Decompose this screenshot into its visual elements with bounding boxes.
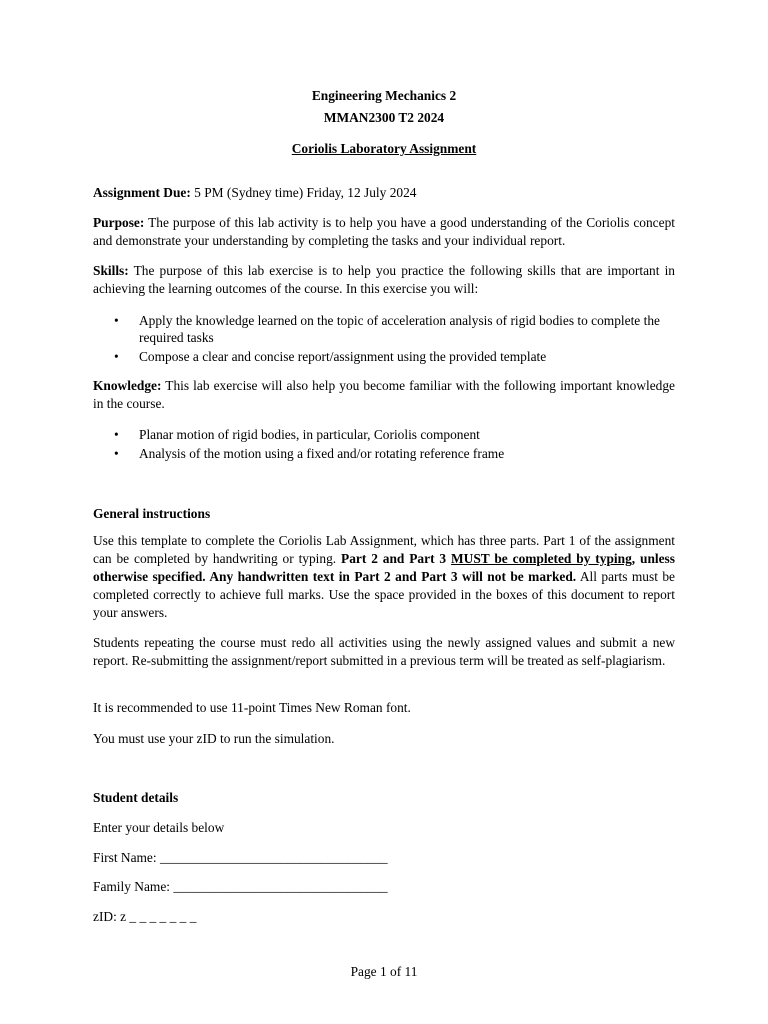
purpose-label: Purpose:	[93, 215, 145, 230]
zid-simulation-note: You must use your zID to run the simulation.	[93, 731, 335, 746]
list-item	[93, 445, 675, 462]
list-item-text: Analysis of the motion using a fixed and/or rotating reference frame	[139, 446, 505, 461]
list-item-text: Apply the knowledge learned on the topic of acceleration analysis of rigid bodies to complete the required tasks	[139, 313, 660, 345]
list-item-text: Planar motion of rigid bodies, in particular, Coriolis component	[139, 427, 480, 442]
knowledge-label: Knowledge:	[93, 378, 162, 393]
assignment-due	[93, 184, 675, 202]
instructions-bold-tail: , unless otherwise specified. Any handwritten text in Part 2 and Part 3 will not be marked.	[93, 551, 675, 584]
bullet-icon: •	[114, 427, 119, 442]
due-label: Assignment Due:	[93, 185, 191, 200]
skills-list	[93, 312, 675, 367]
list-item	[93, 312, 675, 346]
knowledge-list	[93, 426, 675, 464]
course-name: Engineering Mechanics 2	[311, 88, 457, 103]
instructions-text-tail: All parts must be completed correctly to achieve full marks. Use the space provided in the boxes of this document to report your answers.	[93, 569, 675, 620]
page-number: Page 1 of 11	[350, 964, 418, 979]
student-details-heading: Student details	[93, 790, 179, 805]
instructions-bold: Part 2 and Part 3	[341, 551, 452, 566]
student-details-intro: Enter your details below	[93, 820, 225, 835]
assignment-title: Coriolis Laboratory Assignment	[291, 141, 477, 156]
instructions-bold-underlined: MUST be completed by typing	[451, 551, 632, 566]
list-item	[93, 348, 675, 365]
course-code: MMAN2300 T2 2024	[323, 110, 445, 125]
knowledge-paragraph	[93, 377, 675, 413]
due-text: 5 PM (Sydney time) Friday, 12 July 2024	[190, 185, 417, 200]
skills-label: Skills:	[93, 263, 129, 278]
bullet-icon: •	[114, 349, 119, 364]
bullet-icon: •	[114, 313, 119, 328]
instructions-text: Use this template to complete the Coriolis Lab Assignment, which has three parts. Part 1 of the assignment can be completed by handwriting or typing.	[93, 533, 675, 566]
font-recommendation: It is recommended to use 11-point Times New Roman font.	[93, 700, 411, 715]
knowledge-text: This lab exercise will also help you become familiar with the following important knowledge in the course.	[93, 378, 675, 411]
purpose-paragraph	[93, 214, 675, 250]
general-instructions-heading: General instructions	[93, 506, 211, 521]
general-instructions-paragraph	[93, 532, 675, 622]
first-name-field[interactable]: First Name: __________________________________	[93, 850, 388, 865]
family-name-field[interactable]: Family Name: ________________________________	[93, 879, 388, 894]
zid-field[interactable]: zID: z _ _ _ _ _ _ _	[93, 909, 197, 924]
repeating-students-paragraph: Students repeating the course must redo all activities using the newly assigned values and submit a new report. Re-submitting the assignment/report submitted in a previous term will be treated as self-plagiarism.	[93, 635, 675, 668]
purpose-text: The purpose of this lab activity is to help you have a good understanding of the Coriolis concept and demonstrate your understanding by completing the tasks and your individual report.	[93, 215, 675, 248]
bullet-icon: •	[114, 446, 119, 461]
skills-paragraph	[93, 262, 675, 298]
list-item-text: Compose a clear and concise report/assignment using the provided template	[139, 349, 547, 364]
skills-text: The purpose of this lab exercise is to help you practice the following skills that are important in achieving the learning outcomes of the course. In this exercise you will:	[93, 263, 675, 296]
list-item	[93, 426, 675, 443]
